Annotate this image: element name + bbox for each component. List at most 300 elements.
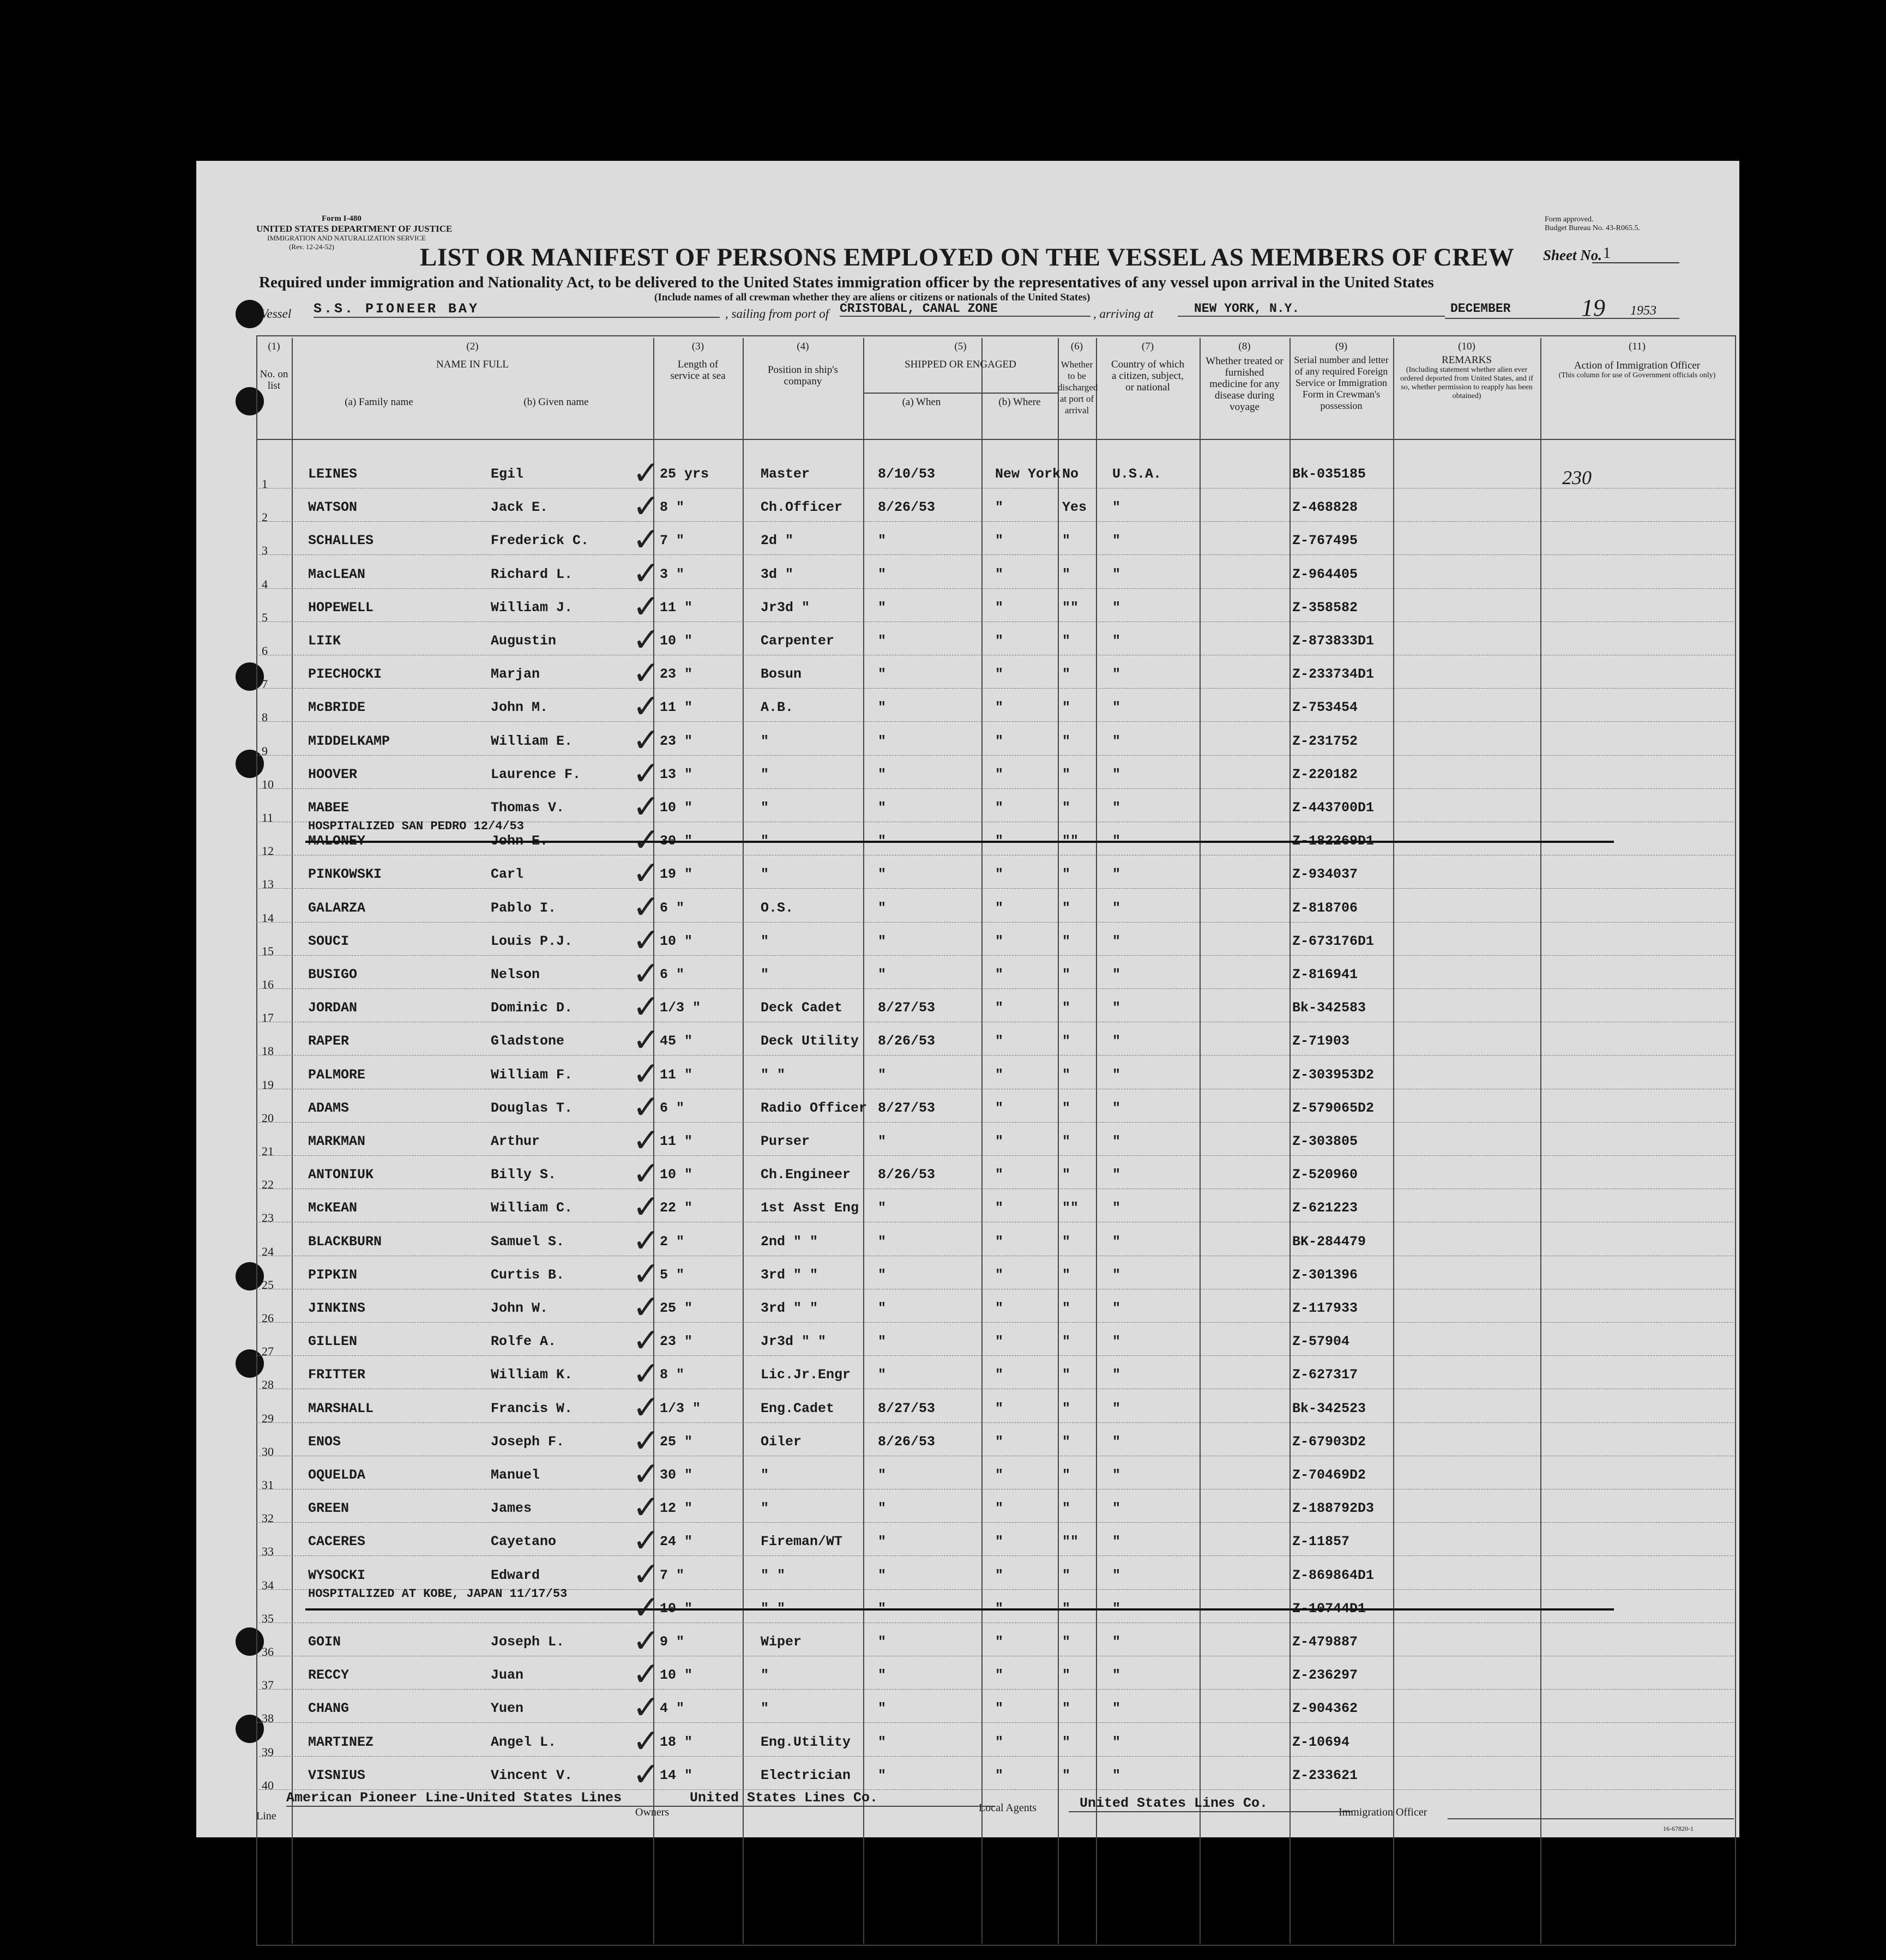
cell-fam: GREEN (308, 1500, 350, 1517)
cell-given: John W. (491, 1300, 549, 1316)
cell-cty: " (1112, 733, 1121, 749)
col8-header (1200, 341, 1290, 413)
cell-fam: HOPEWELL (308, 599, 374, 616)
cell-cty: " (1112, 1534, 1121, 1550)
check-mark-icon: ✓ (632, 1221, 660, 1260)
service-name: IMMIGRATION AND NATURALIZATION SERVICE (267, 234, 426, 242)
row-number: 3 (262, 544, 268, 558)
cell-when: " (878, 1300, 887, 1316)
cell-given: Richard L. (491, 566, 573, 582)
row-number: 39 (262, 1745, 274, 1759)
cell-where: " (995, 699, 1004, 716)
cell-dis: " (1062, 1000, 1071, 1016)
cell-where: " (995, 1433, 1004, 1450)
check-mark-icon: ✓ (632, 1688, 660, 1727)
cell-given: Laurence F. (491, 766, 581, 782)
cell-serial: Z-818706 (1292, 900, 1358, 916)
cell-when: 8/26/53 (878, 1167, 936, 1183)
cell-serial: Z-236297 (1292, 1667, 1358, 1684)
strike-through-line (305, 1608, 1614, 1611)
cell-dis: " (1062, 733, 1071, 749)
cell-fam: BLACKBURN (308, 1233, 382, 1250)
cell-where: " (995, 599, 1004, 616)
row-number: 21 (262, 1144, 274, 1158)
cell-fam: RECCY (308, 1667, 350, 1684)
cell-when: " (878, 800, 887, 816)
cell-when: " (878, 1066, 887, 1083)
cell-fam: GOIN (308, 1634, 341, 1650)
cell-fam: OQUELDA (308, 1467, 366, 1483)
cell-when: " (878, 1467, 887, 1483)
cell-svc: 25 " (660, 1300, 693, 1316)
cell-cty: " (1112, 666, 1121, 683)
col1-label: No. on list (260, 369, 288, 391)
cell-svc: 19 " (660, 866, 693, 883)
cell-pos: " (761, 800, 769, 816)
cell-where: " (995, 1767, 1004, 1783)
cell-given: William J. (491, 599, 573, 616)
cell-fam: PIECHOCKI (308, 666, 382, 683)
row-rule (256, 1122, 1734, 1123)
cell-where: " (995, 1734, 1004, 1750)
cell-serial: Z-621223 (1292, 1200, 1358, 1216)
cell-cty: " (1112, 1400, 1121, 1416)
cell-pos: 1st Asst Eng (761, 1200, 859, 1216)
col3-number: (3) (691, 341, 704, 352)
col-divider (743, 338, 744, 1944)
cell-when: " (878, 1133, 887, 1149)
check-mark-icon: ✓ (632, 1088, 660, 1126)
col5-split (981, 393, 983, 439)
cell-serial: Z-182269D1 (1292, 833, 1375, 849)
cell-pos: " (761, 866, 769, 883)
check-mark-icon: ✓ (632, 621, 660, 659)
cell-svc: 6 " (660, 900, 685, 916)
cell-given: John M. (491, 699, 549, 716)
cell-where: " (995, 1367, 1004, 1383)
check-mark-icon: ✓ (632, 955, 660, 993)
cell-svc: 23 " (660, 733, 693, 749)
row-number: 15 (262, 944, 274, 958)
row-number: 33 (262, 1545, 274, 1559)
cell-dis: " (1062, 666, 1071, 683)
cell-serial: Z-869864D1 (1292, 1567, 1375, 1583)
cell-dis: " (1062, 1634, 1071, 1650)
print-code: 16-67820-1 (1663, 1825, 1694, 1832)
cell-serial: Z-188792D3 (1292, 1500, 1375, 1517)
cell-when: " (878, 900, 887, 916)
cell-serial: Z-358582 (1292, 599, 1358, 616)
check-mark-icon: ✓ (632, 1522, 660, 1560)
cell-fam: MALONEY (308, 833, 366, 849)
cell-serial: Z-71903 (1292, 1033, 1350, 1050)
cell-where: " (995, 1066, 1004, 1083)
cell-cty: " (1112, 1133, 1121, 1149)
row-number: 8 (262, 710, 268, 725)
cell-dis: " (1062, 699, 1071, 716)
cell-cty: " (1112, 1200, 1121, 1216)
cell-serial: Z-301396 (1292, 1267, 1358, 1283)
col-divider (1096, 338, 1097, 1944)
cell-pos: Radio Officer (761, 1100, 867, 1116)
cell-given: Arthur (491, 1133, 540, 1149)
cell-pos: Ch.Officer (761, 499, 843, 516)
cell-pos: Purser (761, 1133, 810, 1149)
cell-when: 8/27/53 (878, 1000, 936, 1016)
cell-when: 8/27/53 (878, 1400, 936, 1416)
cell-pos: Deck Cadet (761, 1000, 843, 1016)
row-number: 18 (262, 1044, 274, 1058)
cell-where: " (995, 1534, 1004, 1550)
col4-number: (4) (797, 341, 809, 352)
cell-dis: " (1062, 933, 1071, 949)
cell-where: " (995, 967, 1004, 982)
row-rule (256, 588, 1734, 589)
row-rule (256, 554, 1734, 555)
col8-label: Whether treated or furnished medicine for any disease during voyage (1206, 355, 1284, 413)
col1-number: (1) (268, 341, 280, 352)
cell-svc: 9 " (660, 1634, 685, 1650)
cell-serial: Z-303805 (1292, 1133, 1358, 1149)
cell-dis: " (1062, 1033, 1071, 1050)
cell-cty: " (1112, 1634, 1121, 1650)
cell-serial: Bk-035185 (1292, 466, 1366, 482)
cell-svc: 10 " (660, 633, 693, 649)
budget-bureau: Budget Bureau No. 43-R065.5. (1545, 224, 1640, 232)
cell-where: " (995, 1334, 1004, 1350)
header-divider (256, 439, 1735, 440)
cell-cty: " (1112, 967, 1121, 982)
cell-when: " (878, 866, 887, 883)
cell-serial: Z-964405 (1292, 566, 1358, 582)
cell-where: " (995, 1700, 1004, 1717)
cell-where: " (995, 1500, 1004, 1517)
cell-dis: " (1062, 1400, 1071, 1416)
form-revision: (Rev. 12-24-52) (289, 243, 334, 251)
cell-where: " (995, 666, 1004, 683)
cell-cty: " (1112, 1767, 1121, 1783)
cell-pos: Bosun (761, 666, 802, 683)
row-number: 19 (262, 1077, 274, 1091)
cell-pos: " (761, 967, 769, 982)
cell-fam: HOOVER (308, 766, 358, 782)
cell-given: Nelson (491, 967, 540, 982)
cell-cty: " (1112, 1367, 1121, 1383)
row-rule (256, 721, 1734, 722)
row-rule (256, 755, 1734, 756)
row-number: 6 (262, 644, 268, 658)
cell-fam: MABEE (308, 800, 350, 816)
cell-dis: " (1062, 766, 1071, 782)
cell-svc: 23 " (660, 666, 693, 683)
row-rule (256, 1322, 1734, 1323)
cell-where: " (995, 1667, 1004, 1684)
cell-when: " (878, 1700, 887, 1717)
cell-fam: SCHALLES (308, 533, 374, 549)
cell-svc: 10 " (660, 933, 693, 949)
cell-given: Augustin (491, 633, 557, 649)
col9-header (1290, 341, 1393, 412)
cell-svc: 1/3 " (660, 1400, 701, 1416)
cell-serial: Z-220182 (1292, 766, 1358, 782)
cell-pos: Eng.Utility (761, 1734, 851, 1750)
col9-number: (9) (1335, 341, 1348, 352)
cell-cty: " (1112, 1567, 1121, 1583)
check-mark-icon: ✓ (632, 1355, 660, 1394)
cell-svc: 10 " (660, 800, 693, 816)
cell-cty: " (1112, 566, 1121, 582)
owners-label: Owners (635, 1806, 670, 1818)
row-number: 37 (262, 1678, 274, 1692)
cell-fam: MARSHALL (308, 1400, 374, 1416)
cell-serial: Z-753454 (1292, 699, 1358, 716)
punch-hole (236, 300, 264, 328)
col10-number: (10) (1458, 341, 1475, 352)
cell-pos: Eng.Cadet (761, 1400, 835, 1416)
cell-svc: 7 " (660, 533, 685, 549)
cell-when: " (878, 1667, 887, 1684)
cell-cty: " (1112, 1334, 1121, 1350)
cell-svc: 11 " (660, 1066, 693, 1083)
row-number: 31 (262, 1478, 274, 1492)
row-number: 9 (262, 744, 268, 758)
cell-fam: MARTINEZ (308, 1734, 374, 1750)
col4-label: Position in ship's company (767, 364, 839, 387)
row-number: 20 (262, 1111, 274, 1125)
col2-header (292, 341, 653, 370)
cell-serial: Z-11857 (1292, 1534, 1350, 1550)
cell-given: Joseph L. (491, 1634, 565, 1650)
cell-serial: Z-303953D2 (1292, 1066, 1375, 1083)
col9-label: Serial number and letter of any required Foreign Service or Immigration Form in Crewman's possession (1294, 354, 1389, 411)
cell-given: Angel L. (491, 1734, 557, 1750)
cell-where: " (995, 1100, 1004, 1116)
vessel-name: S.S. PIONEER BAY (314, 301, 720, 318)
cell-pos: 3d " (761, 566, 794, 582)
cell-given: William K. (491, 1367, 573, 1383)
cell-serial: Z-579065D2 (1292, 1100, 1375, 1116)
cell-where: " (995, 866, 1004, 883)
cell-cty: " (1112, 1600, 1121, 1617)
row-rule (256, 988, 1734, 989)
row-rule (256, 1422, 1734, 1423)
check-mark-icon: ✓ (632, 1722, 660, 1760)
cell-where: " (995, 1600, 1004, 1617)
arrival-year: 1953 (1630, 304, 1656, 318)
row-rule (256, 1689, 1734, 1690)
cell-serial: Z-233621 (1292, 1767, 1358, 1783)
cell-serial: Z-673176D1 (1292, 933, 1375, 949)
row-rule (256, 1522, 1734, 1523)
cell-fam: LIIK (308, 633, 341, 649)
check-mark-icon: ✓ (632, 1155, 660, 1193)
cell-where: New York (995, 466, 1061, 482)
cell-dis: " (1062, 633, 1071, 649)
cell-dis: " (1062, 1500, 1071, 1517)
check-mark-icon: ✓ (632, 587, 660, 626)
col4-header (743, 341, 863, 387)
row-number: 38 (262, 1711, 274, 1726)
cell-pos: Carpenter (761, 633, 835, 649)
cell-svc: 10 " (660, 1600, 693, 1617)
cell-pos: Deck Utility (761, 1033, 859, 1050)
port-of-departure: CRISTOBAL, CANAL ZONE (840, 301, 1090, 317)
line-label: Line (256, 1810, 276, 1822)
cell-fam: MARKMAN (308, 1133, 366, 1149)
row-number: 28 (262, 1378, 274, 1392)
cell-svc: 2 " (660, 1233, 685, 1250)
cell-dis: " (1062, 1367, 1071, 1383)
cell-cty: " (1112, 933, 1121, 949)
cell-when: " (878, 566, 887, 582)
col-divider (1540, 338, 1541, 1944)
row-number: 40 (262, 1778, 274, 1792)
row-number: 17 (262, 1011, 274, 1025)
cell-dis: " (1062, 1567, 1071, 1583)
col10-label: REMARKS (1442, 354, 1492, 366)
check-mark-icon: ✓ (632, 1054, 660, 1093)
cell-dis: " (1062, 1133, 1071, 1149)
cell-pos: O.S. (761, 900, 794, 916)
cell-pos: " " (761, 1600, 786, 1617)
cell-svc: 4 " (660, 1700, 685, 1717)
col-divider (1058, 338, 1059, 1944)
cell-pos: " (761, 933, 769, 949)
check-mark-icon: ✓ (632, 1588, 660, 1627)
cell-svc: 3 " (660, 566, 685, 582)
cell-dis: " (1062, 1667, 1071, 1684)
row-number: 1 (262, 477, 268, 491)
cell-cty: " (1112, 1167, 1121, 1183)
cell-pos: " (761, 733, 769, 749)
cell-fam: ADAMS (308, 1100, 350, 1116)
row-number: 14 (262, 910, 274, 925)
strike-through-line (305, 841, 1614, 843)
col-divider (292, 338, 293, 1944)
cell-given: Cayetano (491, 1534, 557, 1550)
cell-dis: "" (1062, 1534, 1079, 1550)
row-number: 32 (262, 1511, 274, 1525)
cell-serial: Z-233734D1 (1292, 666, 1375, 683)
cell-cty: " (1112, 1066, 1121, 1083)
cell-given: James (491, 1500, 532, 1517)
check-mark-icon: ✓ (632, 721, 660, 759)
row-number: 11 (262, 811, 274, 824)
cell-when: " (878, 933, 887, 949)
check-mark-icon: ✓ (632, 1622, 660, 1660)
cell-fam: LEINES (308, 466, 358, 482)
cell-where: " (995, 1634, 1004, 1650)
row-number: 34 (262, 1578, 274, 1592)
cell-pos: 3rd " " (761, 1267, 818, 1283)
row-remark-note: HOSPITALIZED SAN PEDRO 12/4/53 (308, 819, 525, 834)
cell-fam: JINKINS (308, 1300, 366, 1316)
port-of-arrival: NEW YORK, N.Y. (1178, 301, 1445, 317)
sheet-number: 1 (1592, 245, 1679, 263)
cell-dis: " (1062, 1334, 1071, 1350)
cell-serial: Z-10744D1 (1292, 1600, 1366, 1617)
col3-header (653, 341, 743, 382)
cell-fam: PALMORE (308, 1066, 366, 1083)
cell-given: Jack E. (491, 499, 549, 516)
cell-given: Joseph F. (491, 1433, 565, 1450)
cell-serial: Z-934037 (1292, 866, 1358, 883)
col-divider (1393, 338, 1394, 1944)
cell-when: " (878, 1334, 887, 1350)
col6-label: Whether to be discharged at port of arrival (1058, 359, 1098, 415)
col5-number: (5) (954, 341, 967, 352)
cell-pos: Ch.Engineer (761, 1167, 851, 1183)
cell-given: Douglas T. (491, 1100, 573, 1116)
cell-pos: Oiler (761, 1433, 802, 1450)
cell-given: Manuel (491, 1467, 540, 1483)
row-number: 10 (262, 777, 274, 791)
cell-where: " (995, 633, 1004, 649)
cell-serial: Z-520960 (1292, 1167, 1358, 1183)
col7-header (1096, 341, 1200, 393)
cell-serial: Bk-342583 (1292, 1000, 1366, 1016)
cell-when: " (878, 967, 887, 982)
col5-label: SHIPPED OR ENGAGED (905, 359, 1016, 370)
col6-number: (6) (1070, 341, 1083, 352)
manifest-sheet (196, 161, 1739, 1837)
row-number: 22 (262, 1178, 274, 1192)
check-mark-icon: ✓ (632, 888, 660, 926)
cell-where: " (995, 1033, 1004, 1050)
col5a-header: (a) When (902, 396, 941, 408)
cell-svc: 5 " (660, 1267, 685, 1283)
owners-value: United States Lines Co. (690, 1790, 995, 1807)
sheet-label: Sheet No. (1543, 247, 1602, 263)
row-number: 7 (262, 677, 268, 691)
row-number: 2 (262, 510, 268, 524)
check-mark-icon: ✓ (632, 487, 660, 526)
cell-given: Curtis B. (491, 1267, 565, 1283)
check-mark-icon: ✓ (632, 1655, 660, 1694)
cell-when: " (878, 1267, 887, 1283)
row-rule (256, 1722, 1734, 1723)
cell-given: Gladstone (491, 1033, 565, 1050)
col2-number: (2) (466, 341, 479, 352)
check-mark-icon: ✓ (632, 1488, 660, 1527)
cell-cty: " (1112, 1033, 1121, 1050)
cell-where: " (995, 1567, 1004, 1583)
row-number: 13 (262, 877, 274, 891)
check-mark-icon: ✓ (632, 687, 660, 726)
cell-dis: " (1062, 533, 1071, 549)
cell-where: " (995, 766, 1004, 782)
cell-cty: " (1112, 1433, 1121, 1450)
cell-serial: Z-479887 (1292, 1634, 1358, 1650)
cell-given: Louis P.J. (491, 933, 573, 949)
check-mark-icon: ✓ (632, 1455, 660, 1493)
cell-serial: Z-117933 (1292, 1300, 1358, 1316)
cell-where: " (995, 499, 1004, 516)
col2b-header: (b) Given name (523, 396, 589, 408)
cell-fam: CACERES (308, 1534, 366, 1550)
check-mark-icon: ✓ (632, 1188, 660, 1227)
cell-when: " (878, 766, 887, 782)
cell-fam: WYSOCKI (308, 1567, 366, 1583)
col-divider (1200, 338, 1201, 1944)
form-number: Form I-480 (322, 214, 361, 223)
row-number: 12 (262, 844, 274, 858)
cell-cty: " (1112, 699, 1121, 716)
cell-given: Rolfe A. (491, 1334, 557, 1350)
row-number: 25 (262, 1277, 274, 1292)
arriving-label: , arriving at (1093, 307, 1154, 321)
cell-where: " (995, 1267, 1004, 1283)
